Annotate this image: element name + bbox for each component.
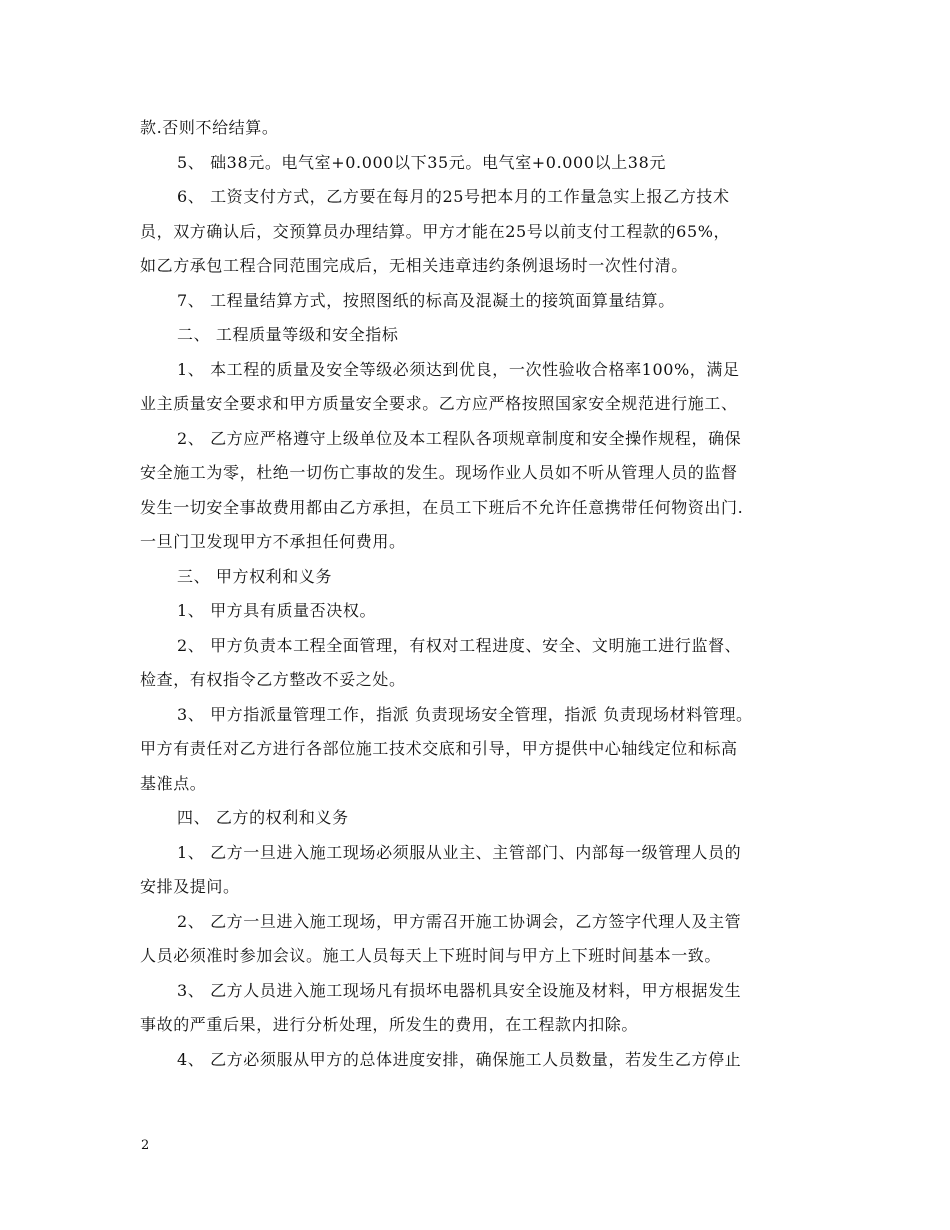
text-line: 发生一切安全事故费用都由乙方承担，在员工下班后不允许任意携带任何物资出门. xyxy=(140,497,744,517)
text-line: 5、 础38元。电气室+0.000以下35元。电气室+0.000以上38元 xyxy=(177,152,666,172)
section-heading: 三、 甲方权利和义务 xyxy=(177,566,333,586)
text-line: 一旦门卫发现甲方不承担任何费用。 xyxy=(140,532,406,551)
text-line: 人员必须准时参加会议。施工人员每天上下班时间与甲方上下班时间基本一致。 xyxy=(140,946,722,965)
text-line: 安全施工为零，杜绝一切伤亡事故的发生。现场作业人员如不听从管理人员的监督 xyxy=(140,463,738,482)
document-body xyxy=(140,111,820,1077)
text-line: 款.否则不给结算。 xyxy=(140,118,279,137)
page-number: 2 xyxy=(141,1138,150,1153)
text-line: 事故的严重后果，进行分析处理，所发生的费用，在工程款内扣除。 xyxy=(140,1015,639,1034)
text-line: 1、 本工程的质量及安全等级必须达到优良，一次性验收合格率100%，满足 xyxy=(177,359,740,379)
text-line: 3、 甲方指派量管理工作，指派 负责现场安全管理，指派 负责现场材料管理。 xyxy=(177,704,753,724)
text-line: 3、 乙方人员进入施工现场凡有损坏电器机具安全设施及材料，甲方根据发生 xyxy=(177,980,742,1000)
text-line: 2、 甲方负责本工程全面管理，有权对工程进度、安全、文明施工进行监督、 xyxy=(177,635,742,655)
text-line: 基准点。 xyxy=(140,773,207,793)
section-heading: 二、 工程质量等级和安全指标 xyxy=(177,325,399,344)
text-line: 7、 工程量结算方式，按照图纸的标高及混凝土的接筑面算量结算。 xyxy=(177,290,675,310)
text-line: 检查，有权指令乙方整改不妥之处。 xyxy=(140,670,406,689)
text-line: 2、 乙方应严格遵守上级单位及本工程队各项规章制度和安全操作规程，确保 xyxy=(177,428,742,448)
text-line: 甲方有责任对乙方进行各部位施工技术交底和引导，甲方提供中心轴线定位和标高 xyxy=(140,739,738,758)
text-line: 1、 甲方具有质量否决权。 xyxy=(177,601,377,620)
text-line: 4、 乙方必须服从甲方的总体进度安排，确保施工人员数量，若发生乙方停止 xyxy=(177,1049,742,1069)
text-line: 员，双方确认后，交预算员办理结算。甲方才能在25号以前支付工程款的65%， xyxy=(140,221,731,241)
text-line: 6、 工资支付方式，乙方要在每月的25号把本月的工作量急实上报乙方技术 xyxy=(177,187,730,206)
text-line: 安排及提问。 xyxy=(140,877,240,896)
text-line: 2、 乙方一旦进入施工现场，甲方需召开施工协调会，乙方签字代理人及主管 xyxy=(177,911,742,931)
text-line: 1、 乙方一旦进入施工现场必须服从业主、主管部门、内部每一级管理人员的 xyxy=(177,842,742,862)
text-line: 业主质量安全要求和甲方质量安全要求。乙方应严格按照国家安全规范进行施工、 xyxy=(140,394,738,413)
text-line: 如乙方承包工程合同范围完成后，无相关违章违约条例退场时一次性付清。 xyxy=(140,256,688,275)
section-heading: 四、 乙方的权利和义务 xyxy=(177,808,349,827)
